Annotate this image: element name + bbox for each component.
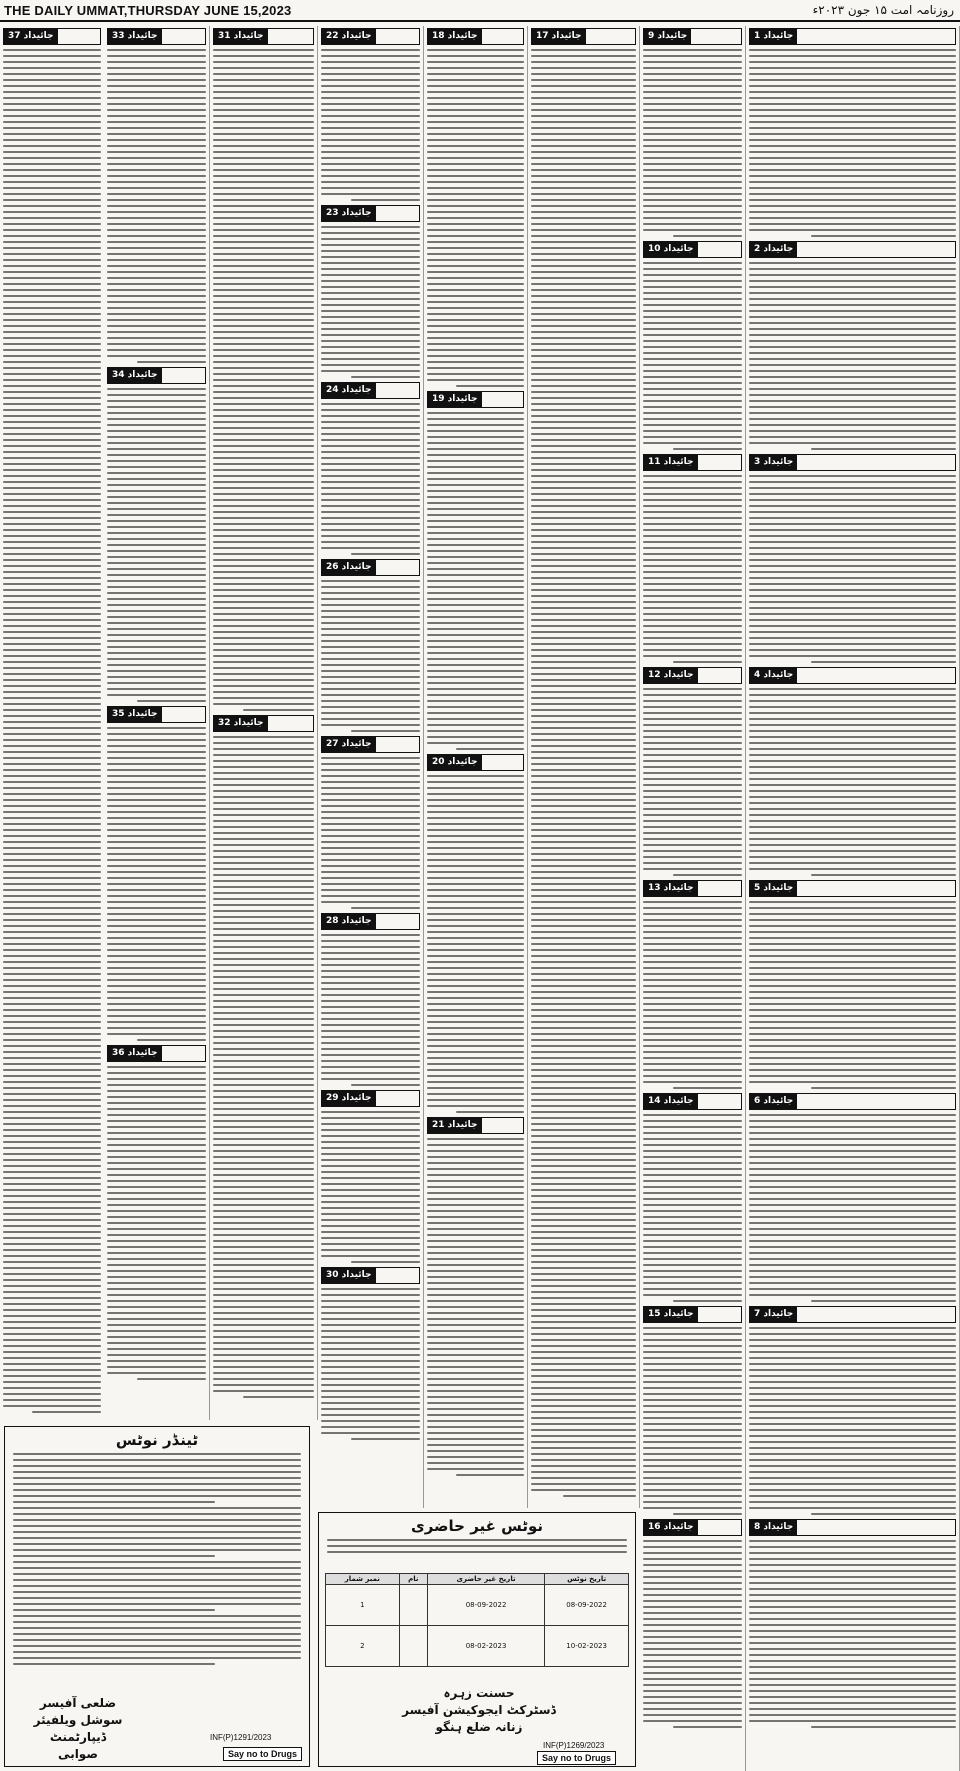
masthead xyxy=(0,0,960,22)
notice-item xyxy=(107,1045,206,1380)
notice-number: جائیداد 9 xyxy=(644,29,691,44)
notice-column xyxy=(640,26,746,1771)
attendance-row xyxy=(326,1585,629,1626)
tender-title: ٹینڈر نوٹس xyxy=(115,1431,199,1449)
notice-header xyxy=(427,28,524,45)
notice-number: جائیداد 27 xyxy=(322,737,376,752)
notice-number: جائیداد 16 xyxy=(644,1520,698,1535)
notice-header xyxy=(643,1093,742,1110)
notice-header xyxy=(107,706,206,723)
notice-header xyxy=(3,28,101,45)
attendance-slogan: Say no to Drugs xyxy=(537,1751,616,1765)
notice-column xyxy=(0,26,104,1420)
notice-number: جائیداد 14 xyxy=(644,1094,698,1109)
tender-ref: INF(P)1291/2023 xyxy=(210,1733,272,1742)
attendance-header-cell: تاریخ غیر حاضری xyxy=(427,1574,544,1585)
notice-header xyxy=(749,667,956,684)
notice-header xyxy=(321,913,420,930)
notice-item xyxy=(531,28,636,1497)
attendance-row xyxy=(326,1626,629,1667)
notice-number: جائیداد 26 xyxy=(322,560,376,575)
attendance-title: نوٹس غیر حاضری xyxy=(410,1517,544,1535)
notice-number: جائیداد 24 xyxy=(322,383,376,398)
notice-header xyxy=(749,241,956,258)
attendance-signature-2: ڈسٹرکٹ ایجوکیشن آفیسر xyxy=(402,1703,556,1717)
notice-number: جائیداد 13 xyxy=(644,881,698,896)
notice-item xyxy=(643,28,742,237)
notice-number: جائیداد 22 xyxy=(322,29,376,44)
notice-item xyxy=(107,28,206,363)
notice-header xyxy=(321,736,420,753)
notice-item xyxy=(427,28,524,387)
notice-header xyxy=(749,1306,956,1323)
attendance-header-cell: نمبر شمار xyxy=(326,1574,400,1585)
attendance-cell: 10-02-2023 xyxy=(545,1626,629,1667)
notice-item xyxy=(107,706,206,1041)
notice-number: جائیداد 34 xyxy=(108,368,162,383)
notice-item xyxy=(749,454,956,663)
notice-item xyxy=(321,28,420,201)
notice-item xyxy=(643,667,742,876)
notice-header xyxy=(107,1045,206,1062)
notice-number: جائیداد 7 xyxy=(750,1307,797,1322)
notice-column xyxy=(210,26,318,1420)
notice-header xyxy=(643,880,742,897)
notice-column xyxy=(424,26,528,1508)
notice-number: جائیداد 36 xyxy=(108,1046,162,1061)
notice-column xyxy=(528,26,640,1508)
notice-number: جائیداد 18 xyxy=(428,29,482,44)
notice-item xyxy=(643,1519,742,1728)
notice-header xyxy=(643,454,742,471)
notice-column xyxy=(318,26,424,1508)
attendance-cell: 08-09-2022 xyxy=(427,1585,544,1626)
notice-item xyxy=(213,28,314,711)
notice-item xyxy=(321,1090,420,1263)
notice-number: جائیداد 3 xyxy=(750,455,797,470)
notice-item xyxy=(321,559,420,732)
notice-header xyxy=(213,28,314,45)
notice-header xyxy=(427,754,524,771)
notice-item xyxy=(749,241,956,450)
notice-item xyxy=(321,205,420,378)
masthead-urdu: روزنامہ امت ۱۵ جون ۲۰۲۳ء xyxy=(812,3,954,17)
notice-header xyxy=(321,205,420,222)
notice-header xyxy=(749,454,956,471)
attendance-cell: 08-09-2022 xyxy=(545,1585,629,1626)
notice-header xyxy=(107,28,206,45)
notice-number: جائیداد 31 xyxy=(214,29,268,44)
attendance-signature-3: زنانہ ضلع ہنگو xyxy=(435,1720,523,1734)
notice-header xyxy=(107,367,206,384)
notice-item xyxy=(427,1117,524,1476)
attendance-cell xyxy=(399,1626,427,1667)
attendance-cell: 2 xyxy=(326,1626,400,1667)
notice-number: جائیداد 32 xyxy=(214,716,268,731)
notice-number: جائیداد 33 xyxy=(108,29,162,44)
notice-header xyxy=(321,1090,420,1107)
notice-number: جائیداد 23 xyxy=(322,206,376,221)
notice-number: جائیداد 10 xyxy=(644,242,698,257)
notice-item xyxy=(643,1093,742,1302)
notice-item xyxy=(749,667,956,876)
notice-number: جائیداد 28 xyxy=(322,914,376,929)
notice-item xyxy=(321,1267,420,1440)
attendance-cell: 08-02-2023 xyxy=(427,1626,544,1667)
notice-header xyxy=(643,241,742,258)
notice-item xyxy=(643,880,742,1089)
notice-header xyxy=(427,1117,524,1134)
notice-number: جائیداد 37 xyxy=(4,29,58,44)
notice-header xyxy=(427,391,524,408)
notice-header xyxy=(749,880,956,897)
notice-item xyxy=(749,1093,956,1302)
notice-number: جائیداد 4 xyxy=(750,668,797,683)
attendance-signature-1: حسنت زہرہ xyxy=(443,1686,515,1700)
notice-number: جائیداد 11 xyxy=(644,455,698,470)
notice-header xyxy=(643,667,742,684)
tender-slogan: Say no to Drugs xyxy=(223,1747,302,1761)
notice-header xyxy=(749,1093,956,1110)
notice-item xyxy=(643,454,742,663)
notice-number: جائیداد 12 xyxy=(644,668,698,683)
notice-number: جائیداد 30 xyxy=(322,1268,376,1283)
attendance-header-cell: تاریخ نوٹس xyxy=(545,1574,629,1585)
notice-number: جائیداد 19 xyxy=(428,392,482,407)
attendance-cell xyxy=(399,1585,427,1626)
notice-item xyxy=(3,28,101,1413)
notice-header xyxy=(321,559,420,576)
notice-item xyxy=(321,382,420,555)
notice-item xyxy=(427,391,524,750)
notice-item xyxy=(643,1306,742,1515)
notice-header xyxy=(749,1519,956,1536)
notice-number: جائیداد 35 xyxy=(108,707,162,722)
attendance-ref: INF(P)1269/2023 xyxy=(543,1741,605,1750)
notice-item xyxy=(321,913,420,1086)
notice-number: جائیداد 1 xyxy=(750,29,797,44)
notice-header xyxy=(213,715,314,732)
notice-item xyxy=(643,241,742,450)
notice-item xyxy=(749,880,956,1089)
notice-item xyxy=(749,1306,956,1515)
notice-header xyxy=(321,382,420,399)
notice-header xyxy=(321,1267,420,1284)
notice-item xyxy=(107,367,206,702)
notice-header xyxy=(531,28,636,45)
notice-item xyxy=(749,1519,956,1728)
masthead-english: THE DAILY UMMAT,THURSDAY JUNE 15,2023 xyxy=(4,3,292,18)
notice-item xyxy=(321,736,420,909)
notice-column xyxy=(746,26,960,1771)
notice-number: جائیداد 15 xyxy=(644,1307,698,1322)
notice-item xyxy=(749,28,956,237)
attendance-cell: 1 xyxy=(326,1585,400,1626)
notice-number: جائیداد 20 xyxy=(428,755,482,770)
tender-signature-2: سوشل ویلفیئر ڈیپارٹمنٹ xyxy=(33,1713,123,1744)
notice-number: جائیداد 29 xyxy=(322,1091,376,1106)
attendance-table xyxy=(325,1573,629,1667)
notice-item xyxy=(427,754,524,1113)
attendance-notice-box xyxy=(318,1512,636,1767)
tender-notice-box xyxy=(4,1426,310,1767)
notice-header xyxy=(643,28,742,45)
notice-header xyxy=(321,28,420,45)
notice-number: جائیداد 21 xyxy=(428,1118,482,1133)
notice-column xyxy=(104,26,210,1420)
notice-number: جائیداد 2 xyxy=(750,242,797,257)
tender-signature-3: صوابی xyxy=(58,1747,98,1761)
notice-number: جائیداد 5 xyxy=(750,881,797,896)
notice-header xyxy=(749,28,956,45)
notice-header xyxy=(643,1306,742,1323)
tender-signature-1: ضلعی آفیسر xyxy=(39,1696,117,1710)
notice-header xyxy=(643,1519,742,1536)
notice-number: جائیداد 17 xyxy=(532,29,586,44)
notice-item xyxy=(213,715,314,1398)
attendance-header-cell: نام xyxy=(399,1574,427,1585)
notice-number: جائیداد 6 xyxy=(750,1094,797,1109)
notice-number: جائیداد 8 xyxy=(750,1520,797,1535)
